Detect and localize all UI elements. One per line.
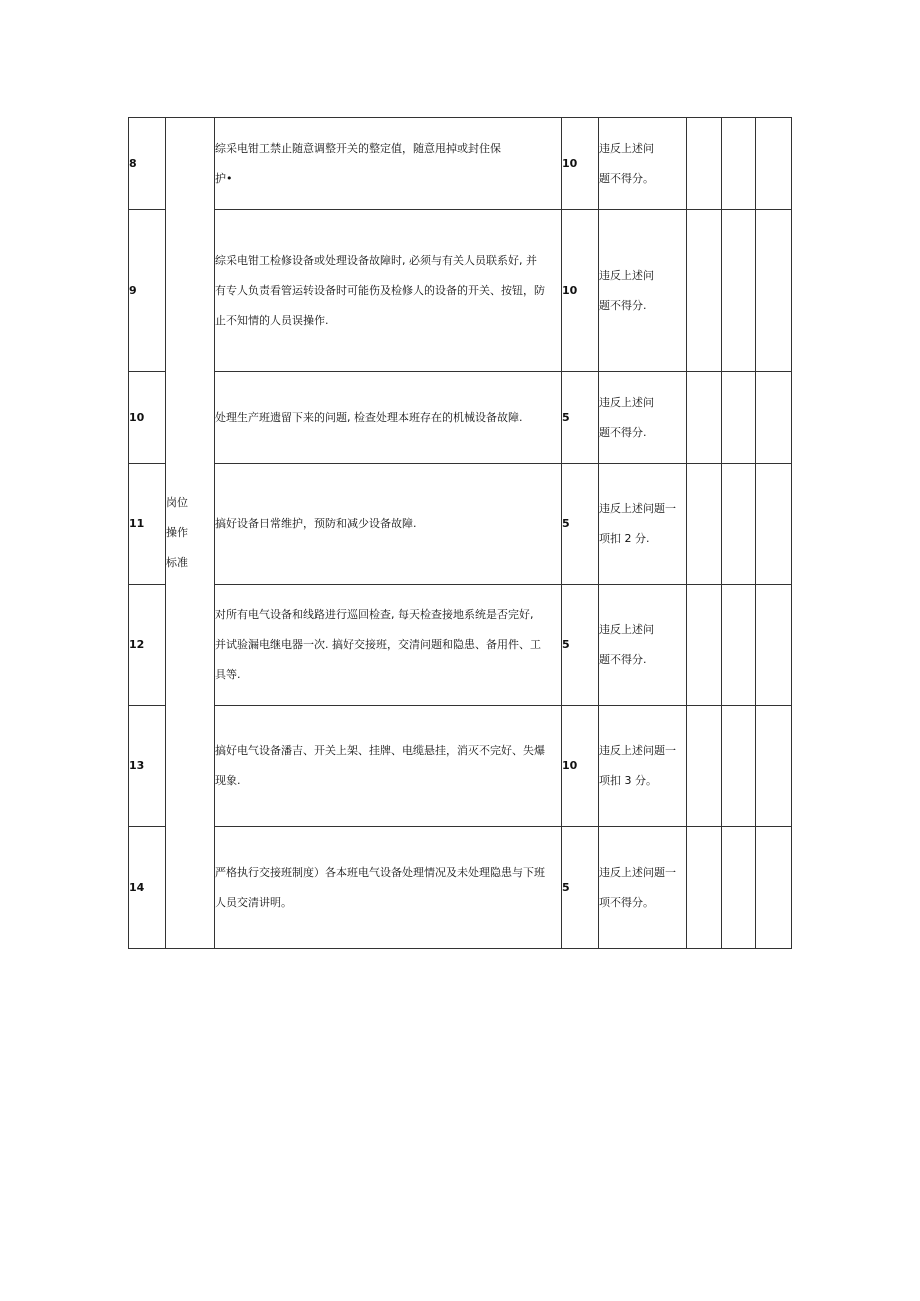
row-number: 9 (129, 210, 166, 372)
rule-line: 项扣 3 分。 (599, 774, 657, 787)
score-cell: 5 (562, 464, 599, 585)
empty-cell (756, 210, 792, 372)
content-line: 综采电钳工检修设备或处理设备故障时, 必须与有关人员联系好, 并 (215, 253, 537, 267)
empty-cell (722, 372, 756, 464)
category-line: 标准 (166, 556, 188, 569)
row-number: 13 (129, 706, 166, 827)
rule-line: 违反上述问 (599, 141, 654, 155)
empty-cell (687, 827, 722, 949)
row-number: 14 (129, 827, 166, 949)
deduction-rule-cell (599, 210, 687, 372)
content-line: 搞好电气设备潘吉、开关上架、挂牌、电缆悬挂，消灭不完好、失爆 (215, 744, 545, 757)
rule-line: 题不得分. (599, 653, 647, 666)
empty-cell (756, 706, 792, 827)
rule-line: 题不得分. (599, 425, 647, 439)
rule-line: 违反上述问 (599, 395, 654, 409)
rule-line: 违反上述问 (599, 623, 654, 636)
empty-cell (722, 706, 756, 827)
empty-cell (722, 827, 756, 949)
table-row (129, 118, 792, 210)
score-cell: 10 (562, 706, 599, 827)
table-row (129, 464, 792, 585)
row-number: 8 (129, 118, 166, 210)
table-row (129, 827, 792, 949)
table-row (129, 706, 792, 827)
deduction-rule-cell (599, 585, 687, 706)
deduction-rule-cell (599, 118, 687, 210)
rule-line: 违反上述问 (599, 268, 654, 282)
content-line: 综采电钳工禁止随意调整开关的整定值，随意甩掉或封住保 (215, 141, 501, 155)
empty-cell (722, 118, 756, 210)
content-line: 人员交清讲明。 (215, 895, 292, 909)
empty-cell (756, 372, 792, 464)
rule-line: 题不得分。 (599, 171, 654, 185)
content-line: 具等. (215, 668, 241, 681)
rule-line: 违反上述问题一 (599, 744, 676, 757)
content-line: 有专人负责看管运转设备时可能伤及检修人的设备的开关、按钮，防 (215, 283, 545, 297)
empty-cell (722, 210, 756, 372)
content-line: 搞好设备日常维护，预防和减少设备故障. (215, 517, 417, 530)
empty-cell (687, 118, 722, 210)
score-cell: 5 (562, 827, 599, 949)
content-cell (215, 210, 562, 372)
category-line: 操作 (166, 526, 188, 539)
empty-cell (756, 464, 792, 585)
score-cell: 10 (562, 118, 599, 210)
empty-cell (687, 464, 722, 585)
content-cell (215, 118, 562, 210)
score-cell: 10 (562, 210, 599, 372)
empty-cell (687, 210, 722, 372)
empty-cell (687, 706, 722, 827)
empty-cell (756, 118, 792, 210)
rule-line: 项扣 2 分. (599, 532, 650, 545)
content-cell (215, 706, 562, 827)
content-line: 处理生产班遗留下来的问题, 检查处理本班存在的机械设备故障. (215, 410, 523, 424)
rule-line: 项不得分。 (599, 895, 654, 909)
deduction-rule-cell (599, 372, 687, 464)
row-number: 11 (129, 464, 166, 585)
score-cell: 5 (562, 585, 599, 706)
content-cell (215, 372, 562, 464)
empty-cell (687, 372, 722, 464)
empty-cell (722, 585, 756, 706)
table-row (129, 210, 792, 372)
empty-cell (722, 464, 756, 585)
deduction-rule-cell (599, 827, 687, 949)
content-line: 对所有电气设备和线路进行巡回检查, 每天检查接地系统是否完好, (215, 608, 534, 621)
empty-cell (756, 585, 792, 706)
category-cell (166, 118, 215, 949)
category-line: 岗位 (166, 496, 188, 509)
content-cell (215, 827, 562, 949)
standards-table (128, 117, 792, 949)
table-row (129, 585, 792, 706)
row-number: 12 (129, 585, 166, 706)
content-line: 并试验漏电继电器一次. 搞好交接班，交清问题和隐患、备用件、工 (215, 638, 541, 651)
content-line: 现象. (215, 774, 241, 787)
deduction-rule-cell (599, 706, 687, 827)
content-line: 护• (215, 171, 233, 185)
table-row (129, 372, 792, 464)
empty-cell (687, 585, 722, 706)
row-number: 10 (129, 372, 166, 464)
score-cell: 5 (562, 372, 599, 464)
content-line: 止不知情的人员误操作. (215, 313, 329, 327)
content-line: 严格执行交接班制度）各本班电气设备处理情况及未处理隐患与下班 (215, 865, 545, 879)
content-cell (215, 585, 562, 706)
content-cell (215, 464, 562, 585)
rule-line: 违反上述问题一 (599, 865, 676, 879)
empty-cell (756, 827, 792, 949)
rule-line: 违反上述问题一 (599, 502, 676, 515)
rule-line: 题不得分. (599, 298, 647, 312)
deduction-rule-cell (599, 464, 687, 585)
